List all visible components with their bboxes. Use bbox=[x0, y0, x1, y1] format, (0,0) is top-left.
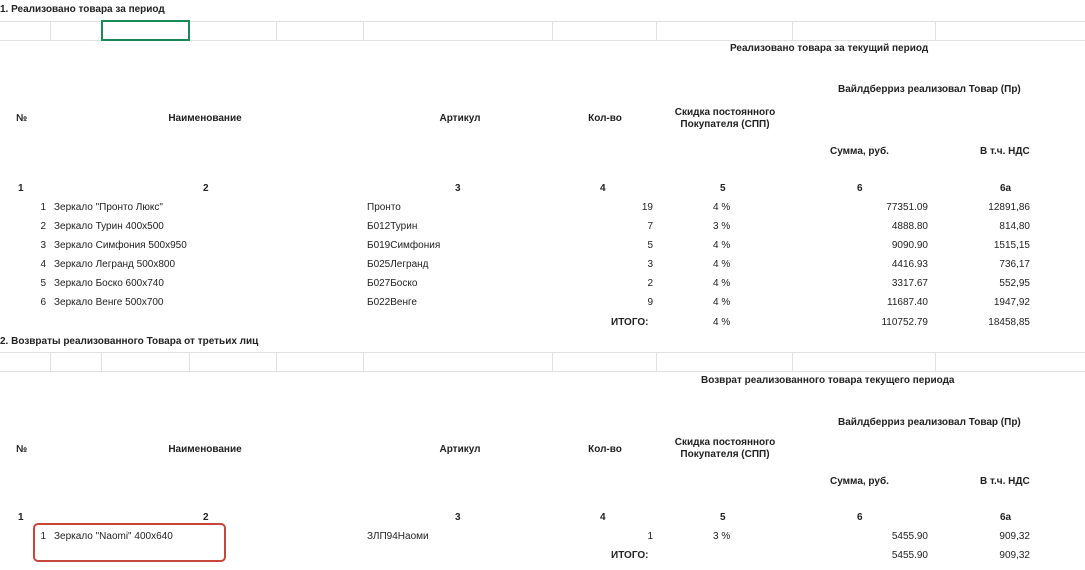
s1-col-vat: В т.ч. НДС bbox=[980, 146, 1030, 157]
s1-col-article: Артикул bbox=[439, 113, 481, 124]
s1-colnum-6: 6 bbox=[857, 183, 863, 194]
s1-period-header: Реализовано товара за текущий период bbox=[730, 43, 929, 54]
s2-col-vat: В т.ч. НДС bbox=[980, 476, 1030, 487]
s1-colnum-3: 3 bbox=[455, 183, 461, 194]
s1-row-num: 4 bbox=[40, 259, 46, 270]
s1-total-vat: 18458,85 bbox=[988, 317, 1030, 328]
s1-row-name: Зеркало Венге 500х700 bbox=[54, 297, 164, 308]
s1-row-sum: 4416.93 bbox=[891, 259, 928, 270]
s1-row-spp: 4 % bbox=[713, 259, 731, 270]
s1-row-article: Б022Венге bbox=[367, 297, 417, 308]
s1-col-num: № bbox=[16, 113, 28, 124]
s1-row-vat: 552,95 bbox=[999, 278, 1030, 289]
s1-row-spp: 4 % bbox=[713, 297, 731, 308]
section2-title: 2. Возвраты реализованного Товара от третьих лиц bbox=[0, 336, 259, 347]
s2-colnum-1: 1 bbox=[18, 512, 24, 523]
s1-row-article: Пронто bbox=[367, 202, 401, 213]
s1-row-article: Б025Легранд bbox=[367, 259, 429, 270]
s2-colnum-6: 6 bbox=[857, 512, 863, 523]
s1-col-name: Наименование bbox=[168, 113, 242, 124]
s1-colnum-2: 2 bbox=[203, 183, 209, 194]
s2-row-qty: 1 bbox=[647, 531, 653, 542]
s1-row-article: Б019Симфония bbox=[367, 240, 441, 251]
s1-row-article: Б012Турин bbox=[367, 221, 418, 232]
empty-grid-row-2[interactable] bbox=[0, 352, 1085, 372]
s1-row-name: Зеркало Симфония 500х950 bbox=[54, 240, 187, 251]
s1-row-spp: 4 % bbox=[713, 278, 731, 289]
s2-total-label: ИТОГО: bbox=[611, 550, 649, 561]
s2-col-spp: Скидка постоянного Покупателя (СПП) bbox=[674, 437, 776, 460]
s1-row-article: Б027Боско bbox=[367, 278, 418, 289]
s2-col-name: Наименование bbox=[168, 444, 242, 455]
s1-colnum-4: 4 bbox=[600, 183, 606, 194]
s1-row-sum: 4888.80 bbox=[891, 221, 928, 232]
s1-row-num: 5 bbox=[40, 278, 46, 289]
s1-wb-header: Вайлдберриз реализовал Товар (Пр) bbox=[838, 84, 1021, 95]
s2-col-num: № bbox=[16, 444, 28, 455]
s1-row-num: 1 bbox=[40, 202, 46, 213]
s1-row-name: Зеркало "Пронто Люкс" bbox=[54, 202, 163, 213]
s1-row-qty: 7 bbox=[647, 221, 653, 232]
s2-colnum-4: 4 bbox=[600, 512, 606, 523]
s2-total-vat: 909,32 bbox=[999, 550, 1030, 561]
s2-col-qty: Кол-во bbox=[588, 444, 622, 455]
s1-row-qty: 3 bbox=[647, 259, 653, 270]
s1-row-sum: 3317.67 bbox=[891, 278, 928, 289]
s1-col-qty: Кол-во bbox=[588, 113, 622, 124]
s1-row-num: 2 bbox=[40, 221, 46, 232]
s2-col-sum: Сумма, руб. bbox=[830, 476, 889, 487]
s1-row-num: 6 bbox=[40, 297, 46, 308]
s1-row-vat: 736,17 bbox=[999, 259, 1030, 270]
s2-row-name: Зеркало "Naomi" 400х640 bbox=[54, 531, 173, 542]
s1-row-num: 3 bbox=[40, 240, 46, 251]
s2-col-article: Артикул bbox=[439, 444, 481, 455]
s1-row-spp: 3 % bbox=[713, 221, 731, 232]
s1-colnum-1: 1 bbox=[18, 183, 24, 194]
s1-row-name: Зеркало Боско 600х740 bbox=[54, 278, 164, 289]
s1-row-name: Зеркало Турин 400х500 bbox=[54, 221, 164, 232]
s1-row-spp: 4 % bbox=[713, 202, 731, 213]
s1-row-qty: 19 bbox=[641, 202, 653, 213]
s1-colnum-5: 5 bbox=[720, 183, 726, 194]
s1-total-label: ИТОГО: bbox=[611, 317, 649, 328]
s1-row-sum: 9090.90 bbox=[891, 240, 928, 251]
s2-wb-header: Вайлдберриз реализовал Товар (Пр) bbox=[838, 417, 1021, 428]
highlight-box bbox=[33, 523, 226, 562]
section1-title: 1. Реализовано товара за период bbox=[0, 4, 165, 15]
s1-row-vat: 1947,92 bbox=[993, 297, 1030, 308]
s1-colnum-6a: 6а bbox=[1000, 183, 1012, 194]
s2-colnum-2: 2 bbox=[203, 512, 209, 523]
s1-row-qty: 2 bbox=[647, 278, 653, 289]
s2-row-article: ЗЛП94Наоми bbox=[367, 531, 429, 542]
s2-row-sum: 5455.90 bbox=[891, 531, 928, 542]
s2-colnum-5: 5 bbox=[720, 512, 726, 523]
s1-row-spp: 4 % bbox=[713, 240, 731, 251]
s1-col-spp: Скидка постоянного Покупателя (СПП) bbox=[674, 107, 776, 130]
s1-row-vat: 1515,15 bbox=[993, 240, 1030, 251]
s1-row-sum: 77351.09 bbox=[886, 202, 928, 213]
s1-row-qty: 5 bbox=[647, 240, 653, 251]
s2-period-header: Возврат реализованного товара текущего периода bbox=[701, 375, 955, 386]
s1-total-sum: 110752.79 bbox=[881, 317, 928, 328]
s2-row-num: 1 bbox=[40, 531, 46, 542]
s2-colnum-3: 3 bbox=[455, 512, 461, 523]
s1-row-qty: 9 bbox=[647, 297, 653, 308]
s2-row-spp: 3 % bbox=[713, 531, 731, 542]
s1-col-sum: Сумма, руб. bbox=[830, 146, 889, 157]
s1-row-vat: 12891,86 bbox=[988, 202, 1030, 213]
s1-row-sum: 11687.40 bbox=[887, 297, 928, 308]
selected-cell[interactable] bbox=[101, 20, 190, 41]
s1-row-vat: 814,80 bbox=[999, 221, 1030, 232]
s1-row-name: Зеркало Легранд 500х800 bbox=[54, 259, 176, 270]
s2-colnum-6a: 6а bbox=[1000, 512, 1012, 523]
s1-total-spp: 4 % bbox=[713, 317, 731, 328]
s2-total-sum: 5455.90 bbox=[891, 550, 928, 561]
s2-row-vat: 909,32 bbox=[999, 531, 1030, 542]
